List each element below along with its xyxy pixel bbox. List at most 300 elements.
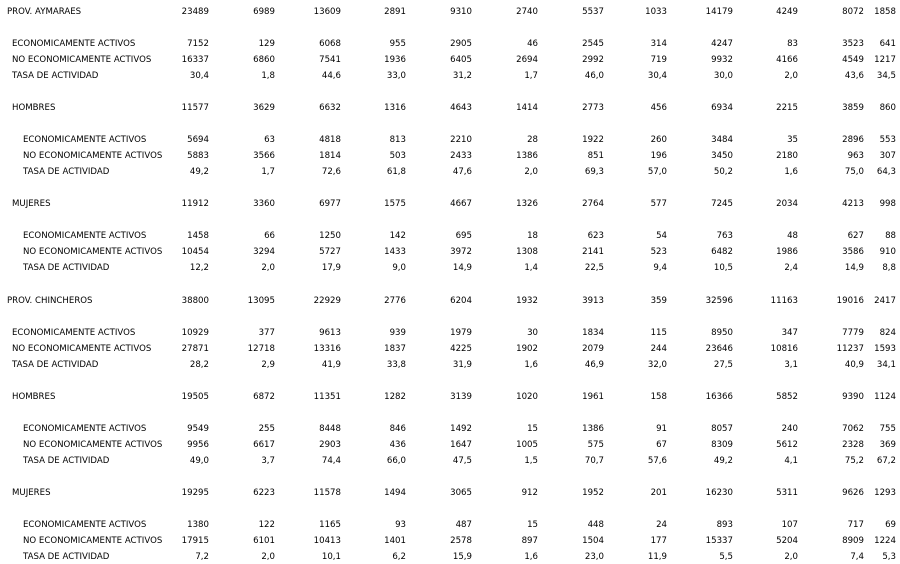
table-cell: 1386 (582, 424, 604, 434)
table-cell: 3065 (450, 488, 472, 498)
table-cell: 12,2 (189, 263, 209, 273)
table-cell: 44,6 (321, 71, 341, 81)
table-cell: 18 (527, 231, 538, 241)
table-cell: 83 (787, 39, 798, 49)
table-cell: 64,3 (876, 167, 896, 177)
table-cell: 851 (587, 151, 604, 161)
table-cell: 575 (587, 440, 604, 450)
table-row (0, 134, 900, 146)
table-cell: 1932 (516, 296, 538, 306)
table-cell: 5694 (187, 135, 209, 145)
table-cell: 1979 (450, 328, 472, 338)
table-cell: 1,6 (784, 167, 798, 177)
table-cell: 10,1 (321, 552, 341, 562)
table-cell: 8072 (842, 7, 864, 17)
table-cell: 15 (527, 520, 538, 530)
table-cell: 8057 (711, 424, 733, 434)
table-cell: 23,0 (584, 552, 604, 562)
table-cell: 69 (885, 520, 896, 530)
table-cell: 28,2 (189, 360, 209, 370)
table-cell: 11237 (836, 344, 864, 354)
table-cell: 6872 (253, 392, 275, 402)
table-row (0, 487, 900, 499)
table-cell: 49,2 (189, 167, 209, 177)
table-cell: 2992 (582, 55, 604, 65)
table-cell: 142 (389, 231, 406, 241)
table-cell: 30,0 (713, 71, 733, 81)
table-cell: 13316 (313, 344, 341, 354)
table-cell: 763 (716, 231, 733, 241)
table-cell: 22929 (313, 296, 341, 306)
table-cell: 1837 (384, 344, 406, 354)
table-cell: 19505 (181, 392, 209, 402)
table-row (0, 166, 900, 178)
table-cell: 31,2 (452, 71, 472, 81)
row-label: TASA DE ACTIVIDAD (12, 71, 99, 81)
table-cell: 11,9 (647, 552, 667, 562)
table-cell: 5311 (776, 488, 798, 498)
table-cell: 1433 (384, 247, 406, 257)
table-cell: 244 (650, 344, 667, 354)
table-cell: 6860 (253, 55, 275, 65)
table-row (0, 359, 900, 371)
table-row (0, 38, 900, 50)
table-cell: 16366 (705, 392, 733, 402)
table-cell: 487 (455, 520, 472, 530)
table-row (0, 535, 900, 547)
table-cell: 49,0 (189, 456, 209, 466)
table-cell: 2,0 (784, 71, 798, 81)
table-cell: 1033 (645, 7, 667, 17)
table-cell: 1504 (582, 536, 604, 546)
table-cell: 2034 (776, 199, 798, 209)
table-cell: 7152 (187, 39, 209, 49)
table-cell: 32596 (705, 296, 733, 306)
table-cell: 314 (650, 39, 667, 49)
table-cell: 963 (847, 151, 864, 161)
table-cell: 3139 (450, 392, 472, 402)
table-cell: 3484 (711, 135, 733, 145)
row-label: NO ECONOMICAMENTE ACTIVOS (23, 440, 163, 450)
table-cell: 998 (879, 199, 896, 209)
table-cell: 5612 (776, 440, 798, 450)
table-cell: 5,5 (719, 552, 733, 562)
table-cell: 30,4 (647, 71, 667, 81)
table-row (0, 246, 900, 258)
table-cell: 1165 (319, 520, 341, 530)
table-cell: 456 (650, 103, 667, 113)
row-label: ECONOMICAMENTE ACTIVOS (12, 328, 136, 338)
table-cell: 15 (527, 424, 538, 434)
table-cell: 3913 (582, 296, 604, 306)
table-cell: 1858 (874, 7, 896, 17)
table-cell: 46,9 (584, 360, 604, 370)
table-cell: 2210 (450, 135, 472, 145)
row-label: NO ECONOMICAMENTE ACTIVOS (23, 536, 163, 546)
row-label: MUJERES (12, 199, 51, 209)
table-cell: 6101 (253, 536, 275, 546)
table-cell: 66 (264, 231, 275, 241)
table-cell: 12718 (247, 344, 275, 354)
table-cell: 824 (879, 328, 896, 338)
table-cell: 8309 (711, 440, 733, 450)
table-cell: 3566 (253, 151, 275, 161)
table-cell: 67 (656, 440, 667, 450)
row-label: HOMBRES (12, 392, 56, 402)
table-cell: 1308 (516, 247, 538, 257)
table-cell: 307 (879, 151, 896, 161)
table-cell: 2,0 (524, 167, 538, 177)
table-cell: 41,9 (321, 360, 341, 370)
table-cell: 5537 (582, 7, 604, 17)
row-label: ECONOMICAMENTE ACTIVOS (23, 424, 147, 434)
table-cell: 2903 (319, 440, 341, 450)
row-label: ECONOMICAMENTE ACTIVOS (23, 135, 147, 145)
table-cell: 8909 (842, 536, 864, 546)
table-cell: 1,6 (524, 360, 538, 370)
table-cell: 860 (879, 103, 896, 113)
table-cell: 40,9 (844, 360, 864, 370)
table-row (0, 343, 900, 355)
table-cell: 1961 (582, 392, 604, 402)
table-cell: 1282 (384, 392, 406, 402)
table-cell: 1,6 (524, 552, 538, 562)
table-cell: 9,0 (392, 263, 406, 273)
table-cell: 1224 (874, 536, 896, 546)
table-cell: 2545 (582, 39, 604, 49)
table-cell: 66,0 (386, 456, 406, 466)
table-cell: 1005 (516, 440, 538, 450)
table-cell: 11578 (313, 488, 341, 498)
table-cell: 623 (587, 231, 604, 241)
table-cell: 2417 (874, 296, 896, 306)
table-cell: 1217 (874, 55, 896, 65)
table-cell: 448 (587, 520, 604, 530)
table-cell: 122 (258, 520, 275, 530)
table-cell: 436 (389, 440, 406, 450)
table-cell: 7,4 (850, 552, 864, 562)
table-cell: 9956 (187, 440, 209, 450)
table-cell: 910 (879, 247, 896, 257)
table-cell: 7541 (319, 55, 341, 65)
row-label: TASA DE ACTIVIDAD (23, 167, 110, 177)
table-cell: 260 (650, 135, 667, 145)
table-row (0, 551, 900, 563)
table-cell: 3450 (711, 151, 733, 161)
table-cell: 1316 (384, 103, 406, 113)
table-cell: 34,1 (876, 360, 896, 370)
table-cell: 1,4 (524, 263, 538, 273)
table-cell: 5883 (187, 151, 209, 161)
table-cell: 523 (650, 247, 667, 257)
table-cell: 2,4 (784, 263, 798, 273)
table-cell: 10454 (181, 247, 209, 257)
table-cell: 4249 (776, 7, 798, 17)
table-cell: 10816 (770, 344, 798, 354)
table-cell: 14,9 (844, 263, 864, 273)
table-cell: 70,7 (584, 456, 604, 466)
table-cell: 1326 (516, 199, 538, 209)
table-cell: 695 (455, 231, 472, 241)
table-cell: 6632 (319, 103, 341, 113)
table-cell: 2141 (582, 247, 604, 257)
table-cell: 33,8 (386, 360, 406, 370)
table-cell: 955 (389, 39, 406, 49)
table-cell: 9390 (842, 392, 864, 402)
table-cell: 1,5 (524, 456, 538, 466)
table-cell: 369 (879, 440, 896, 450)
table-cell: 3586 (842, 247, 864, 257)
table-cell: 16337 (181, 55, 209, 65)
table-cell: 47,5 (452, 456, 472, 466)
table-cell: 1414 (516, 103, 538, 113)
table-cell: 27,5 (713, 360, 733, 370)
table-cell: 503 (389, 151, 406, 161)
table-cell: 3360 (253, 199, 275, 209)
table-cell: 577 (650, 199, 667, 209)
table-cell: 50,2 (713, 167, 733, 177)
table-cell: 158 (650, 392, 667, 402)
table-cell: 4818 (319, 135, 341, 145)
table-cell: 196 (650, 151, 667, 161)
table-cell: 2896 (842, 135, 864, 145)
table-cell: 38800 (181, 296, 209, 306)
table-cell: 3294 (253, 247, 275, 257)
table-cell: 61,8 (386, 167, 406, 177)
table-cell: 1401 (384, 536, 406, 546)
table-cell: 255 (258, 424, 275, 434)
table-cell: 2578 (450, 536, 472, 546)
table-cell: 6405 (450, 55, 472, 65)
table-cell: 1380 (187, 520, 209, 530)
table-cell: 8950 (711, 328, 733, 338)
table-cell: 10413 (313, 536, 341, 546)
table-cell: 9626 (842, 488, 864, 498)
table-row (0, 455, 900, 467)
table-cell: 7,2 (195, 552, 209, 562)
row-label: NO ECONOMICAMENTE ACTIVOS (23, 247, 163, 257)
table-cell: 9,4 (653, 263, 667, 273)
table-cell: 2891 (384, 7, 406, 17)
table-cell: 24 (656, 520, 667, 530)
table-cell: 8,8 (882, 263, 896, 273)
table-cell: 4166 (776, 55, 798, 65)
table-cell: 201 (650, 488, 667, 498)
table-cell: 23489 (181, 7, 209, 17)
table-cell: 11351 (313, 392, 341, 402)
table-cell: 2180 (776, 151, 798, 161)
table-cell: 107 (781, 520, 798, 530)
table-cell: 67,2 (876, 456, 896, 466)
table-cell: 6977 (319, 199, 341, 209)
table-cell: 129 (258, 39, 275, 49)
table-cell: 72,6 (321, 167, 341, 177)
table-cell: 2,0 (261, 552, 275, 562)
table-cell: 2694 (516, 55, 538, 65)
row-label: ECONOMICAMENTE ACTIVOS (23, 520, 147, 530)
table-cell: 5852 (776, 392, 798, 402)
table-cell: 15337 (705, 536, 733, 546)
table-cell: 2215 (776, 103, 798, 113)
table-row (0, 198, 900, 210)
table-cell: 7245 (711, 199, 733, 209)
table-cell: 23646 (705, 344, 733, 354)
table-cell: 377 (258, 328, 275, 338)
table-cell: 6482 (711, 247, 733, 257)
table-cell: 1124 (874, 392, 896, 402)
table-cell: 177 (650, 536, 667, 546)
table-cell: 19016 (836, 296, 864, 306)
table-cell: 1293 (874, 488, 896, 498)
table-cell: 115 (650, 328, 667, 338)
table-cell: 46,0 (584, 71, 604, 81)
table-cell: 5204 (776, 536, 798, 546)
row-label: PROV. CHINCHEROS (7, 296, 93, 306)
table-cell: 2,0 (261, 263, 275, 273)
row-label: TASA DE ACTIVIDAD (12, 360, 99, 370)
table-cell: 3,7 (261, 456, 275, 466)
table-cell: 10,5 (713, 263, 733, 273)
table-row (0, 391, 900, 403)
row-label: PROV. AYMARAES (7, 7, 82, 17)
table-cell: 13609 (313, 7, 341, 17)
table-cell: 11577 (181, 103, 209, 113)
table-cell: 4667 (450, 199, 472, 209)
table-cell: 4549 (842, 55, 864, 65)
table-cell: 1936 (384, 55, 406, 65)
table-cell: 63 (264, 135, 275, 145)
table-cell: 6223 (253, 488, 275, 498)
table-cell: 4643 (450, 103, 472, 113)
row-label: TASA DE ACTIVIDAD (23, 456, 110, 466)
table-cell: 5,3 (882, 552, 896, 562)
table-cell: 11912 (181, 199, 209, 209)
table-cell: 16230 (705, 488, 733, 498)
table-cell: 1814 (319, 151, 341, 161)
table-cell: 15,9 (452, 552, 472, 562)
table-cell: 9932 (711, 55, 733, 65)
table-cell: 54 (656, 231, 667, 241)
table-cell: 1986 (776, 247, 798, 257)
table-cell: 2,9 (261, 360, 275, 370)
table-cell: 28 (527, 135, 538, 145)
table-cell: 1575 (384, 199, 406, 209)
table-cell: 717 (847, 520, 864, 530)
table-cell: 19295 (181, 488, 209, 498)
table-cell: 6068 (319, 39, 341, 49)
table-cell: 846 (389, 424, 406, 434)
table-cell: 88 (885, 231, 896, 241)
table-cell: 69,3 (584, 167, 604, 177)
row-label: TASA DE ACTIVIDAD (23, 552, 110, 562)
table-cell: 2905 (450, 39, 472, 49)
table-cell: 553 (879, 135, 896, 145)
table-cell: 1494 (384, 488, 406, 498)
table-cell: 359 (650, 296, 667, 306)
table-cell: 17915 (181, 536, 209, 546)
table-cell: 1,8 (261, 71, 275, 81)
table-cell: 4213 (842, 199, 864, 209)
table-cell: 2079 (582, 344, 604, 354)
row-label: HOMBRES (12, 103, 56, 113)
row-label: NO ECONOMICAMENTE ACTIVOS (12, 55, 152, 65)
table-cell: 14179 (705, 7, 733, 17)
table-row (0, 295, 900, 307)
table-cell: 1386 (516, 151, 538, 161)
table-cell: 719 (650, 55, 667, 65)
table-cell: 1,7 (261, 167, 275, 177)
row-label: NO ECONOMICAMENTE ACTIVOS (12, 344, 152, 354)
table-cell: 2776 (384, 296, 406, 306)
table-cell: 4225 (450, 344, 472, 354)
table-cell: 7779 (842, 328, 864, 338)
table-cell: 6,2 (392, 552, 406, 562)
table-cell: 5727 (319, 247, 341, 257)
table-cell: 1458 (187, 231, 209, 241)
table-cell: 1250 (319, 231, 341, 241)
table-cell: 6204 (450, 296, 472, 306)
table-cell: 3,1 (784, 360, 798, 370)
table-cell: 17,9 (321, 263, 341, 273)
table-cell: 347 (781, 328, 798, 338)
table-cell: 2433 (450, 151, 472, 161)
table-cell: 8448 (319, 424, 341, 434)
table-cell: 3523 (842, 39, 864, 49)
table-row (0, 423, 900, 435)
table-cell: 2,0 (784, 552, 798, 562)
table-cell: 34,5 (876, 71, 896, 81)
table-row (0, 327, 900, 339)
table-cell: 627 (847, 231, 864, 241)
row-label: NO ECONOMICAMENTE ACTIVOS (23, 151, 163, 161)
table-cell: 14,9 (452, 263, 472, 273)
table-cell: 32,0 (647, 360, 667, 370)
table-cell: 4,1 (784, 456, 798, 466)
table-cell: 2740 (516, 7, 538, 17)
table-cell: 9549 (187, 424, 209, 434)
table-row (0, 262, 900, 274)
table-cell: 93 (395, 520, 406, 530)
table-cell: 1922 (582, 135, 604, 145)
table-cell: 57,6 (647, 456, 667, 466)
table-cell: 47,6 (452, 167, 472, 177)
row-label: ECONOMICAMENTE ACTIVOS (23, 231, 147, 241)
table-cell: 4247 (711, 39, 733, 49)
table-cell: 9310 (450, 7, 472, 17)
table-cell: 755 (879, 424, 896, 434)
table-cell: 912 (521, 488, 538, 498)
table-row (0, 439, 900, 451)
table-cell: 1834 (582, 328, 604, 338)
table-cell: 6989 (253, 7, 275, 17)
table-row (0, 70, 900, 82)
table-cell: 75,2 (844, 456, 864, 466)
table-cell: 75,0 (844, 167, 864, 177)
row-label: TASA DE ACTIVIDAD (23, 263, 110, 273)
table-cell: 6617 (253, 440, 275, 450)
table-cell: 3859 (842, 103, 864, 113)
table-row (0, 6, 900, 18)
table-row (0, 54, 900, 66)
table-cell: 1647 (450, 440, 472, 450)
table-cell: 1492 (450, 424, 472, 434)
table-cell: 11163 (770, 296, 798, 306)
table-cell: 27871 (181, 344, 209, 354)
table-cell: 1,7 (524, 71, 538, 81)
table-cell: 897 (521, 536, 538, 546)
table-cell: 30 (527, 328, 538, 338)
table-cell: 49,2 (713, 456, 733, 466)
